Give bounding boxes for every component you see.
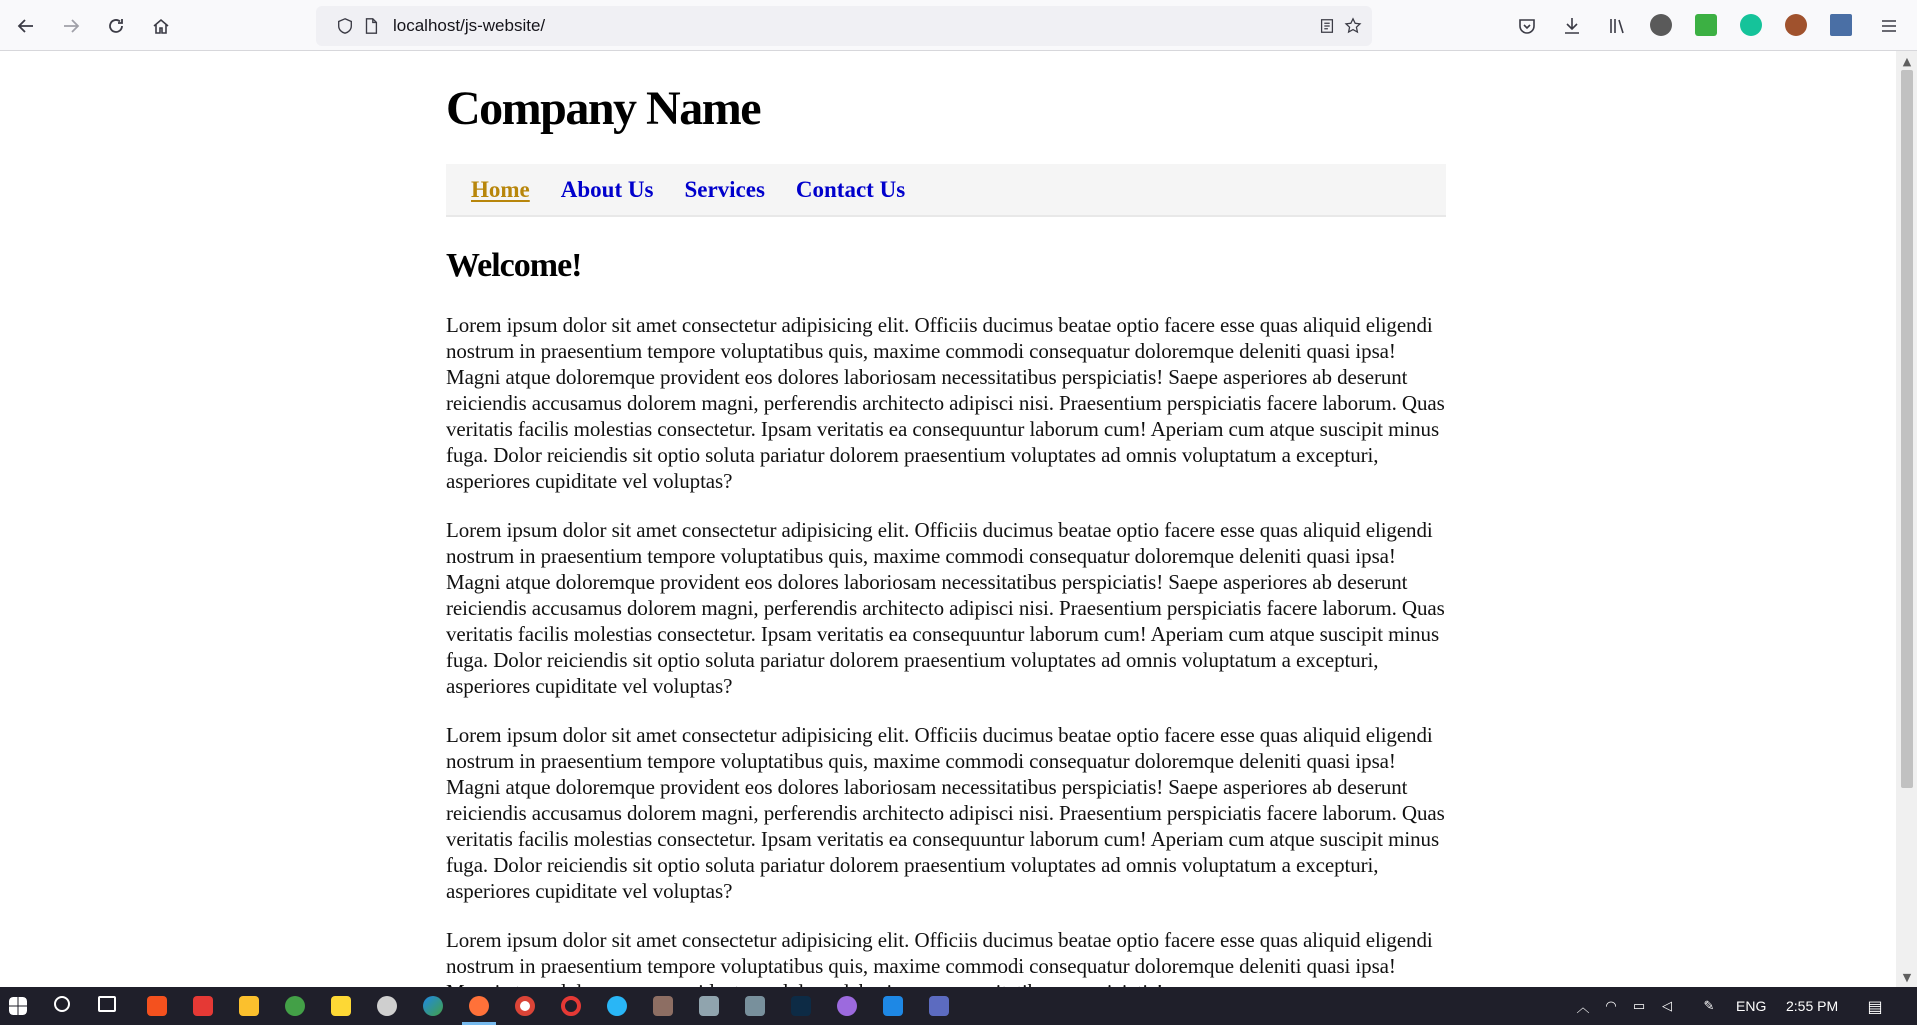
shield-icon[interactable] [335, 16, 355, 36]
reader-view-icon[interactable] [1317, 16, 1337, 36]
app-icon-gray[interactable] [377, 996, 397, 1016]
grammarly-icon[interactable] [1740, 14, 1762, 36]
scrollbar-thumb[interactable] [1901, 70, 1913, 788]
company-name-heading: Company Name [446, 82, 760, 135]
xampp-icon[interactable] [147, 996, 167, 1016]
github-desktop-icon[interactable] [837, 996, 857, 1016]
download-icon[interactable] [1558, 12, 1586, 40]
browser-toolbar [0, 0, 1917, 51]
download-extension-icon[interactable] [1695, 14, 1717, 36]
main-nav [446, 164, 1446, 217]
app-icon-brown[interactable] [653, 996, 673, 1016]
file-explorer-icon[interactable] [331, 996, 351, 1016]
welcome-heading: Welcome! [446, 246, 582, 284]
clock[interactable]: 2:55 PM [1786, 998, 1839, 1014]
chrome-icon[interactable] [515, 996, 535, 1016]
volume-icon[interactable]: ◁ [1662, 998, 1672, 1014]
body-paragraph: Lorem ipsum dolor sit amet consectetur adipisicing elit. Officiis ducimus beatae optio facere esse quas aliquid eligendi nostrum in praesentium tempore voluptatibus quis, maxime commodi consequatur doloremque deleniti quasi ipsa! Magni atque doloremque provident eos dolores laboriosam necessitatibus perspiciatis! Saepe asperiores ab deserunt reiciendis accusamus dolorem magni, perferendis architecto adipisci nisi. Praesentium perspiciatis facere laborum. Quas veritatis facilis molestias consectetur. Ipsam veritatis ea consequuntur laborum cum! Aperiam cum atque suscipit minus fuga. Dolor reiciendis sit optio soluta pariatur dolorem praesentium voluptates ad omnis voluptatum a excepturi, asperiores cupiditate vel voluptas? [446, 313, 1445, 494]
app-icon-network[interactable] [699, 996, 719, 1016]
app-icon-store[interactable] [745, 996, 765, 1016]
account-avatar-icon[interactable] [1650, 14, 1672, 36]
body-paragraph: Lorem ipsum dolor sit amet consectetur adipisicing elit. Officiis ducimus beatae optio facere esse quas aliquid eligendi nostrum in praesentium tempore voluptatibus quis, maxime commodi consequatur doloremque deleniti quasi ipsa! Magni atque doloremque provident eos dolores laboriosam necessitatibus perspiciatis! Saepe asperiores ab deserunt reiciendis accusamus dolorem magni, perferendis architecto adipisci nisi. Praesentium perspiciatis facere laborum. Quas veritatis facilis molestias consectetur. Ipsam veritatis ea consequuntur laborum cum! Aperiam cum atque suscipit minus fuga. Dolor reiciendis sit optio soluta pariatur dolorem praesentium voluptates ad omnis voluptatum a excepturi, asperiores cupiditate vel voluptas? [446, 723, 1445, 904]
app-icon-blue[interactable] [929, 996, 949, 1016]
firefox-icon[interactable] [469, 996, 489, 1016]
nav-link-home[interactable]: Home [471, 176, 530, 202]
windows-start-icon[interactable] [9, 997, 27, 1015]
eyedropper-icon[interactable] [1830, 14, 1852, 36]
battery-icon[interactable]: ▭ [1632, 998, 1646, 1014]
wifi-icon[interactable]: ◠ [1605, 998, 1617, 1014]
scroll-down-arrow-icon[interactable]: ▼ [1902, 970, 1912, 984]
page-content [446, 51, 1446, 987]
library-icon[interactable] [1603, 12, 1631, 40]
scroll-up-arrow-icon[interactable]: ▲ [1902, 54, 1912, 68]
photoshop-icon[interactable] [791, 996, 811, 1016]
url-bar[interactable] [316, 6, 1372, 46]
reload-icon[interactable] [102, 12, 130, 40]
app-icon-yellow[interactable] [239, 996, 259, 1016]
cookie-icon[interactable] [1785, 14, 1807, 36]
app-icon-red[interactable] [193, 996, 213, 1016]
language-indicator[interactable]: ENG [1736, 998, 1767, 1014]
show-hidden-icons-chevron-icon[interactable]: ︿ [1576, 1000, 1590, 1016]
menu-icon[interactable] [1875, 12, 1903, 40]
forward-arrow-icon[interactable] [57, 12, 85, 40]
url-text[interactable]: localhost/js-website/ [393, 16, 546, 35]
nav-link-contact-us[interactable]: Contact Us [795, 176, 906, 202]
body-paragraph: Lorem ipsum dolor sit amet consectetur adipisicing elit. Officiis ducimus beatae optio facere esse quas aliquid eligendi nostrum in praesentium tempore voluptatibus quis, maxime commodi consequatur doloremque deleniti quasi ipsa! [446, 928, 1433, 979]
nav-link-services[interactable]: Services [684, 176, 765, 202]
body-paragraph: Lorem ipsum dolor sit amet consectetur adipisicing elit. Officiis ducimus beatae optio facere esse quas aliquid eligendi nostrum in praesentium tempore voluptatibus quis, maxime commodi consequatur doloremque deleniti quasi ipsa! Magni atque doloremque provident eos dolores laboriosam necessitatibus perspiciatis! Saepe asperiores ab deserunt reiciendis accusamus dolorem magni, perferendis architecto adipisci nisi. Praesentium perspiciatis facere laborum. Quas veritatis facilis molestias consectetur. Ipsam veritatis ea consequuntur laborum cum! Aperiam cum atque suscipit minus fuga. Dolor reiciendis sit optio soluta pariatur dolorem praesentium voluptates ad omnis voluptatum a excepturi, asperiores cupiditate vel voluptas? [446, 518, 1445, 699]
telegram-icon[interactable] [607, 996, 627, 1016]
opera-icon[interactable] [561, 996, 581, 1016]
pen-icon[interactable]: ✎ [1703, 998, 1715, 1014]
home-icon[interactable] [147, 12, 175, 40]
vscode-icon[interactable] [883, 996, 903, 1016]
back-arrow-icon[interactable] [12, 12, 40, 40]
page-icon[interactable] [361, 16, 381, 36]
bookmark-star-icon[interactable] [1343, 16, 1363, 36]
notifications-icon[interactable]: ▤ [1867, 996, 1883, 1016]
pocket-icon[interactable] [1513, 12, 1541, 40]
edge-icon[interactable] [423, 996, 443, 1016]
search-icon[interactable] [54, 996, 70, 1012]
app-icon-green[interactable] [285, 996, 305, 1016]
nav-link-about-us[interactable]: About Us [560, 176, 654, 202]
windows-taskbar [0, 987, 1917, 1025]
task-view-icon[interactable] [98, 996, 116, 1012]
